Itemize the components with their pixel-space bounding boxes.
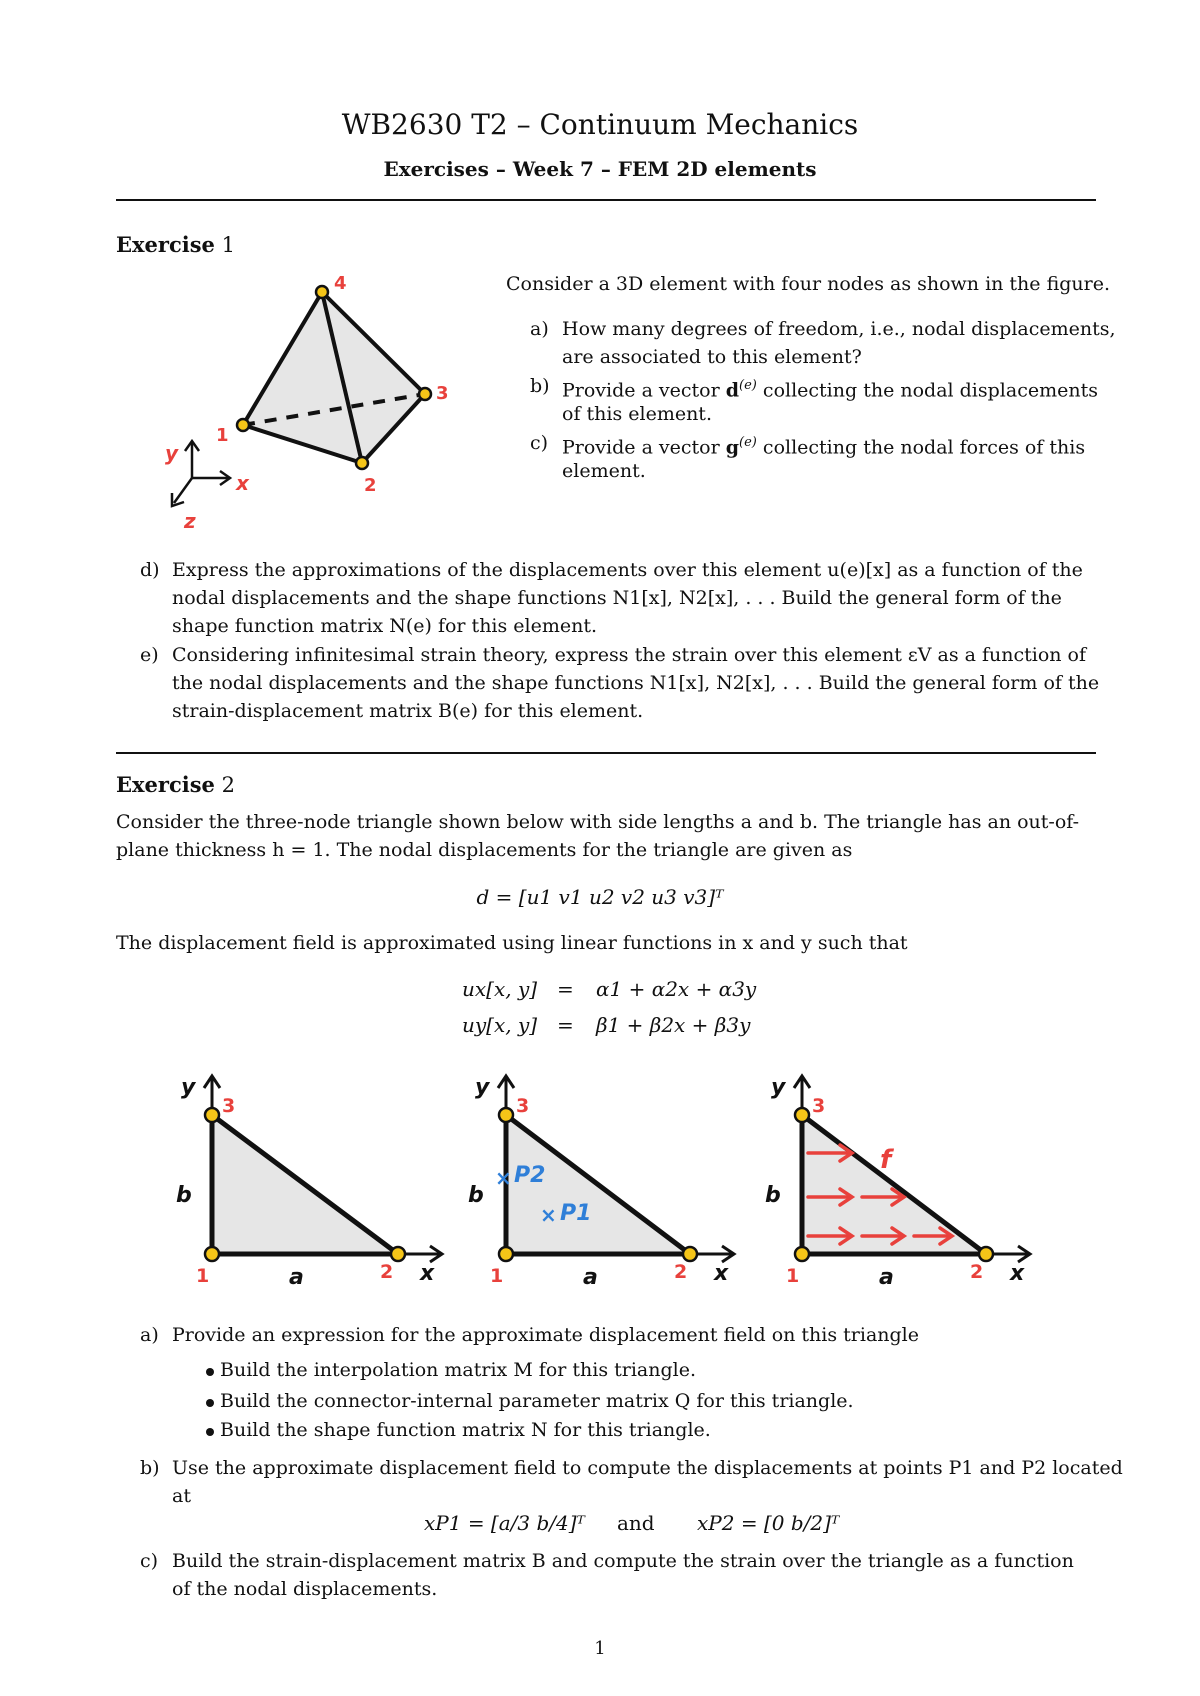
ex2-item-c-label: c): [140, 1550, 159, 1572]
ex1-item-e-label: e): [140, 644, 159, 666]
load-label-f: f: [880, 1145, 892, 1175]
point-p2-label: P2: [514, 1163, 546, 1188]
tet-node-label-1: 1: [216, 425, 229, 446]
tet-node-label-4: 4: [334, 273, 347, 294]
ex2-eq1-lhs: ux[x, y]: [462, 977, 538, 1001]
ex2-item-a-text: Provide an expression for the approximate displacement field on this triangle: [172, 1324, 919, 1346]
ex2-eq2-sign: =: [557, 1013, 574, 1037]
document-title: WB2630 T2 – Continuum Mechanics: [341, 108, 859, 141]
ex2-bullet-1: Build the interpolation matrix M for this triangle.: [220, 1359, 697, 1381]
ex2-eq1-sign: =: [557, 977, 574, 1001]
tri2-node-label-2: 2: [674, 1261, 688, 1283]
bullet-dot: [206, 1368, 214, 1376]
ex2-d-vector: d = [u1 v1 u2 v2 u3 v3]ᵀ: [476, 885, 724, 909]
tri3-side-label-a: a: [879, 1265, 894, 1290]
ex2-item-a-label: a): [140, 1324, 159, 1346]
tri3-node-label-2: 2: [970, 1261, 984, 1283]
tri3-axis-label-y: y: [771, 1075, 786, 1100]
ex2-para1-line2: plane thickness h = 1. The nodal displacements for the triangle are given as: [116, 839, 853, 861]
tri3-node-label-3: 3: [812, 1095, 826, 1117]
ex2-eq2-lhs: uy[x, y]: [462, 1013, 538, 1037]
tet-node-label-2: 2: [364, 475, 377, 496]
ex2-eq1-rhs: α1 + α2x + α3y: [596, 977, 757, 1001]
ex2-para2: The displacement field is approximated using linear functions in x and y such that: [116, 932, 908, 954]
ex2-item-b-line2: at: [172, 1485, 191, 1507]
tri2-node-label-1: 1: [490, 1265, 504, 1287]
ex1-item-d-line2: nodal displacements and the shape functions N1[x], N2[x], . . . Build the general form of the: [172, 587, 1062, 609]
tri1-axis-label-y: y: [181, 1075, 196, 1100]
tri2-side-label-a: a: [583, 1265, 598, 1290]
ex2-bullet-3: Build the shape function matrix N for this triangle.: [220, 1419, 711, 1441]
tri3-side-label-b: b: [765, 1183, 781, 1208]
tri3-axis-label-x: x: [1010, 1261, 1025, 1286]
tet-axis-label-y: y: [165, 441, 179, 465]
ex2-para1-line1: Consider the three-node triangle shown below with side lengths a and b. The triangle has an out-of-: [116, 811, 1080, 833]
ex1-item-e-line3: strain-displacement matrix B(e) for this element.: [172, 700, 644, 722]
ex1-item-b-symbol: d: [725, 379, 740, 402]
point-p1-label: P1: [560, 1201, 592, 1226]
tri3-node-label-1: 1: [786, 1265, 800, 1287]
tri1-node-label-3: 3: [222, 1095, 236, 1117]
exercise2-heading-number: 2: [221, 773, 235, 797]
ex1-item-c-symbol: g: [725, 436, 740, 459]
exercise1-heading-number: 1: [221, 233, 235, 257]
tri2-axis-label-x: x: [714, 1261, 729, 1286]
ex1-item-c-pre: Provide a vector: [562, 436, 726, 459]
tri1-side-label-a: a: [289, 1265, 304, 1290]
ex2-eq2-rhs: β1 + β2x + β3y: [596, 1013, 751, 1037]
ex1-item-e-line1: Considering infinitesimal strain theory, express the strain over this element εV as a function of: [172, 644, 1087, 666]
tri1-node-label-1: 1: [196, 1265, 210, 1287]
bullet-dot: [206, 1399, 214, 1407]
ex1-item-c-sup: (e): [739, 435, 757, 450]
ex2-item-b-line1: Use the approximate displacement field to compute the displacements at points P1 and P2 located: [172, 1457, 1123, 1479]
triangle-figure-3: [765, 1075, 1030, 1290]
ex1-item-b-pre: Provide a vector: [562, 379, 726, 402]
ex1-item-c-line2: element.: [562, 460, 646, 482]
ex1-item-b-label: b): [530, 375, 550, 397]
exercise1-intro: Consider a 3D element with four nodes as shown in the figure.: [506, 273, 1111, 295]
ex1-item-b-post: collecting the nodal displacements: [756, 379, 1098, 402]
tri1-axis-label-x: x: [420, 1261, 435, 1286]
ex2-item-c-line1: Build the strain-displacement matrix B and compute the strain over the triangle as a function: [172, 1550, 1074, 1572]
triangle-figure-2: [468, 1075, 734, 1290]
tet-axis-label-z: z: [184, 509, 196, 533]
ex1-item-a-line2: are associated to this element?: [562, 346, 862, 368]
ex1-item-c-label: c): [530, 432, 549, 454]
ex1-item-c-post: collecting the nodal forces of this: [756, 436, 1086, 459]
tri1-node-label-2: 2: [380, 1261, 394, 1283]
ex1-item-d-line1: Express the approximations of the displacements over this element u(e)[x] as a function of the: [172, 559, 1083, 581]
ex2-and: and: [617, 1511, 655, 1535]
page-number: 1: [594, 1638, 606, 1659]
exercise2-heading-word: Exercise: [116, 772, 215, 797]
tri2-side-label-b: b: [468, 1183, 484, 1208]
ex2-bullet-2: Build the connector-internal parameter matrix Q for this triangle.: [220, 1390, 854, 1412]
ex2-xp1: xP1 = [a/3 b/4]ᵀ: [424, 1511, 585, 1535]
document-subtitle: Exercises – Week 7 – FEM 2D elements: [383, 157, 817, 181]
ex1-item-d-label: d): [140, 559, 160, 581]
ex1-item-a-label: a): [530, 318, 549, 340]
ex2-item-b-label: b): [140, 1457, 160, 1479]
ex1-item-b-sup: (e): [739, 378, 757, 393]
exercise1-heading-word: Exercise: [116, 232, 215, 257]
ex1-item-b-line2: of this element.: [562, 403, 712, 425]
tet-axis-label-x: x: [236, 471, 249, 495]
tri1-side-label-b: b: [176, 1183, 192, 1208]
ex2-xp2: xP2 = [0 b/2]ᵀ: [697, 1511, 840, 1535]
ex1-item-e-line2: the nodal displacements and the shape functions N1[x], N2[x], . . . Build the general form of the: [172, 672, 1100, 694]
tet-node-label-3: 3: [436, 383, 449, 404]
ex1-item-a-line1: How many degrees of freedom, i.e., nodal displacements,: [562, 318, 1116, 340]
tri2-axis-label-y: y: [475, 1075, 490, 1100]
point-p1-marker: ×: [540, 1203, 557, 1227]
point-p2-marker: ×: [495, 1166, 512, 1190]
ex2-item-c-line2: of the nodal displacements.: [172, 1578, 438, 1600]
triangle-figure-1: [176, 1075, 442, 1290]
tri2-node-label-3: 3: [516, 1095, 530, 1117]
bullet-dot: [206, 1428, 214, 1436]
ex1-item-d-line3: shape function matrix N(e) for this element.: [172, 615, 598, 637]
